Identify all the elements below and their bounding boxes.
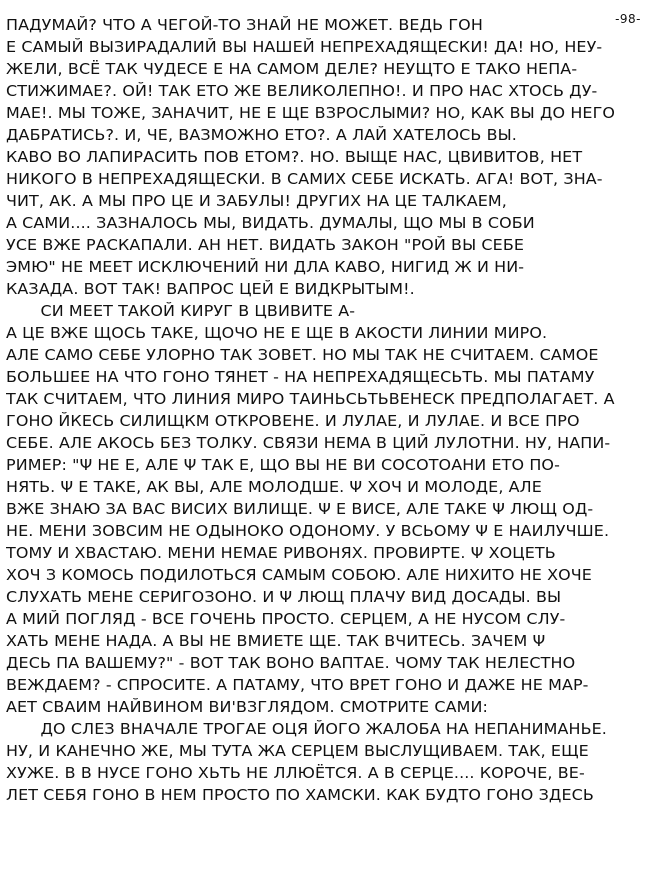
text-line: МАЕ!. МЫ ТОЖЕ, ЗАНАЧИТ, НЕ Е ЩЕ ВЗРОСЛЫМИ? НО, КАК ВЫ ДО НЕГО — [6, 104, 616, 122]
text-line: А САМИ.... ЗАЗНАЛОСЬ МЫ, ВИДАТЬ. ДУМАЛЫ, ЩО МЫ В СОБИ — [6, 214, 535, 232]
text-line: Е САМЫЙ ВЫЗИРАДАЛИЙ ВЫ НАШЕЙ НЕПРЕХАДЯЩЕСКИ! ДА! НО, НЕУ- — [6, 38, 603, 56]
text-line: ДАБРАТИСЬ?. И, ЧЕ, ВАЗМОЖНО ЕТО?. А ЛАЙ ХАТЕЛОСЬ ВЫ. — [6, 126, 517, 144]
text-line: НИКОГО В НЕПРЕХАДЯЩЕСКИ. В САМИХ СЕБЕ ИСКАТЬ. АГА! ВОТ, ЗНА- — [6, 170, 603, 188]
text-line: ЧИТ, АК. А МЫ ПРО ЦЕ И ЗАБУЛЫ! ДРУГИХ НА ЦЕ ТАЛКАЕМ, — [6, 192, 507, 210]
text-line: ЭМЮ" НЕ МЕЕТ ИСКЛЮЧЕНИЙ НИ ДЛА КАВО, НИГИД Ж И НИ- — [6, 258, 525, 276]
page-number: -98- — [615, 12, 641, 26]
text-line: ТОМУ И ХВАСТАЮ. МЕНИ НЕМАЕ РИВОНЯХ. ПРОВИРТЕ. Ψ ХОЦЕТЬ — [6, 544, 556, 562]
text-line: ПАДУМАЙ? ЧТО А ЧЕГОЙ-ТО ЗНАЙ НЕ МОЖЕТ. ВЕДЬ ГОН — [6, 16, 483, 34]
text-line: А МИЙ ПОГЛЯД - ВСЕ ГОЧЕНЬ ПРОСТО. СЕРЦЕМ, А НЕ НУСОМ СЛУ- — [6, 610, 566, 628]
text-line: НУ, И КАНЕЧНО ЖЕ, МЫ ТУТА ЖА СЕРЦЕМ ВЫСЛУЩИВАЕМ. ТАК, ЕЩЕ — [6, 742, 589, 760]
text-line: НЯТЬ. Ψ Е ТАКЕ, АК ВЫ, АЛЕ МОЛОДШЕ. Ψ ХОЧ И МОЛОДЕ, АЛЕ — [6, 478, 542, 496]
text-line: КАВО ВО ЛАПИРАСИТЬ ПОВ ЕТОМ?. НО. ВЫЩЕ НАС, ЦВИВИТОВ, НЕТ — [6, 148, 583, 166]
text-line: ХАТЬ МЕНЕ НАДА. А ВЫ НЕ ВМИЕТЕ ЩЕ. ТАК ВЧИТЕСЬ. ЗАЧЕМ Ψ — [6, 632, 546, 650]
text-line: ЖЕЛИ, ВСЁ ТАК ЧУДЕСЕ Е НА САМОМ ДЕЛЕ? НЕУЩТО Е ТАКО НЕПА- — [6, 60, 578, 78]
text-line: АЕТ СВАИМ НАЙВИНОМ ВИ'ВЗГЛЯДОМ. СМОТРИТЕ САМИ: — [6, 698, 488, 716]
text-line: ВЖЕ ЗНАЮ ЗА ВАС ВИСИХ ВИЛИЩЕ. Ψ Е ВИСЕ, АЛЕ ТАКЕ Ψ ЛЮЩ ОД- — [6, 500, 594, 518]
text-line: СЛУХАТЬ МЕНЕ СЕРИГОЗОНО. И Ψ ЛЮЩ ПЛАЧУ ВИД ДОСАДЫ. ВЫ — [6, 588, 562, 606]
text-line: КАЗАДА. ВОТ ТАК! ВАПРОС ЦЕЙ Е ВИДКРЫТЫМ!. — [6, 280, 415, 298]
text-line: ДО СЛЕЗ ВНАЧАЛЕ ТРОГАЕ ОЦЯ ЙОГО ЖАЛОБА НА НЕПАНИМАНЬЕ. — [40, 720, 607, 738]
text-line: АЛЕ САМО СЕБЕ УЛОРНО ТАК ЗОВЕТ. НО МЫ ТАК НЕ СЧИТАЕМ. САМОЕ — [6, 346, 599, 364]
text-line: ХОЧ З КОМОСЬ ПОДИЛОТЬСЯ САМЫМ СОБОЮ. АЛЕ НИХИТО НЕ ХОЧЕ — [6, 566, 592, 584]
text-line: БОЛЬШЕЕ НА ЧТО ГОНО ТЯНЕТ - НА НЕПРЕХАДЯЩЕСЬТЬ. МЫ ПАТАМУ — [6, 368, 595, 386]
text-line: ГОНО ЙКЕСЬ СИЛИЩКМ ОТКРОВЕНЕ. И ЛУЛАЕ, И ЛУЛАЕ. И ВСЕ ПРО — [6, 412, 580, 430]
text-line: НЕ. МЕНИ ЗОВСИМ НЕ ОДЫНОКО ОДОНОМУ. У ВСЬОМУ Ψ Е НАИЛУЧШЕ. — [6, 522, 610, 540]
text-line: ТАК СЧИТАЕМ, ЧТО ЛИНИЯ МИРО ТАИНЬСЬТЬВЕНЕСК ПРЕДПОЛАГАЕТ. А — [6, 390, 615, 408]
text-line: ДЕСЬ ПА ВАШЕМУ?" - ВОТ ТАК ВОНО ВАПТАЕ. ЧОМУ ТАК НЕЛЕСТНО — [6, 654, 576, 672]
text-line: А ЦЕ ВЖЕ ЩОСЬ ТАКЕ, ЩОЧО НЕ Е ЩЕ В АКОСТИ ЛИНИИ МИРО. — [6, 324, 548, 342]
manuscript-text — [6, 14, 638, 806]
text-line: ВЕЖДАЕМ? - СПРОСИТЕ. А ПАТАМУ, ЧТО ВРЕТ ГОНО И ДАЖЕ НЕ МАР- — [6, 676, 589, 694]
text-line: ХУЖЕ. В В НУСЕ ГОНО ХЬТЬ НЕ ЛЛЮЁТСЯ. А В СЕРЦЕ.... КОРОЧЕ, ВЕ- — [6, 764, 585, 782]
text-line: РИМЕР: "Ψ НЕ Е, АЛЕ Ψ ТАК Е, ЩО ВЫ НЕ ВИ СОСОТОАНИ ЕТО ПО- — [6, 456, 560, 474]
text-line: ЛЕТ СЕБЯ ГОНО В НЕМ ПРОСТО ПО ХАМСКИ. КАК БУДТО ГОНО ЗДЕСЬ — [6, 786, 594, 804]
text-line: СИ МЕЕТ ТАКОЙ КИРУГ В ЦВИВИТЕ А- — [40, 302, 356, 320]
text-line: УСЕ ВЖЕ РАСКАПАЛИ. АН НЕТ. ВИДАТЬ ЗАКОН "РОЙ ВЫ СЕБЕ — [6, 236, 525, 254]
text-line: СТИЖИМАЕ?. ОЙ! ТАК ЕТО ЖЕ ВЕЛИКОЛЕПНО!. И ПРО НАС ХТОСЬ ДУ- — [6, 82, 598, 100]
text-line: СЕБЕ. АЛЕ АКОСЬ БЕЗ ТОЛКУ. СВЯЗИ НЕМА В ЦИЙ ЛУЛОТНИ. НУ, НАПИ- — [6, 434, 611, 452]
